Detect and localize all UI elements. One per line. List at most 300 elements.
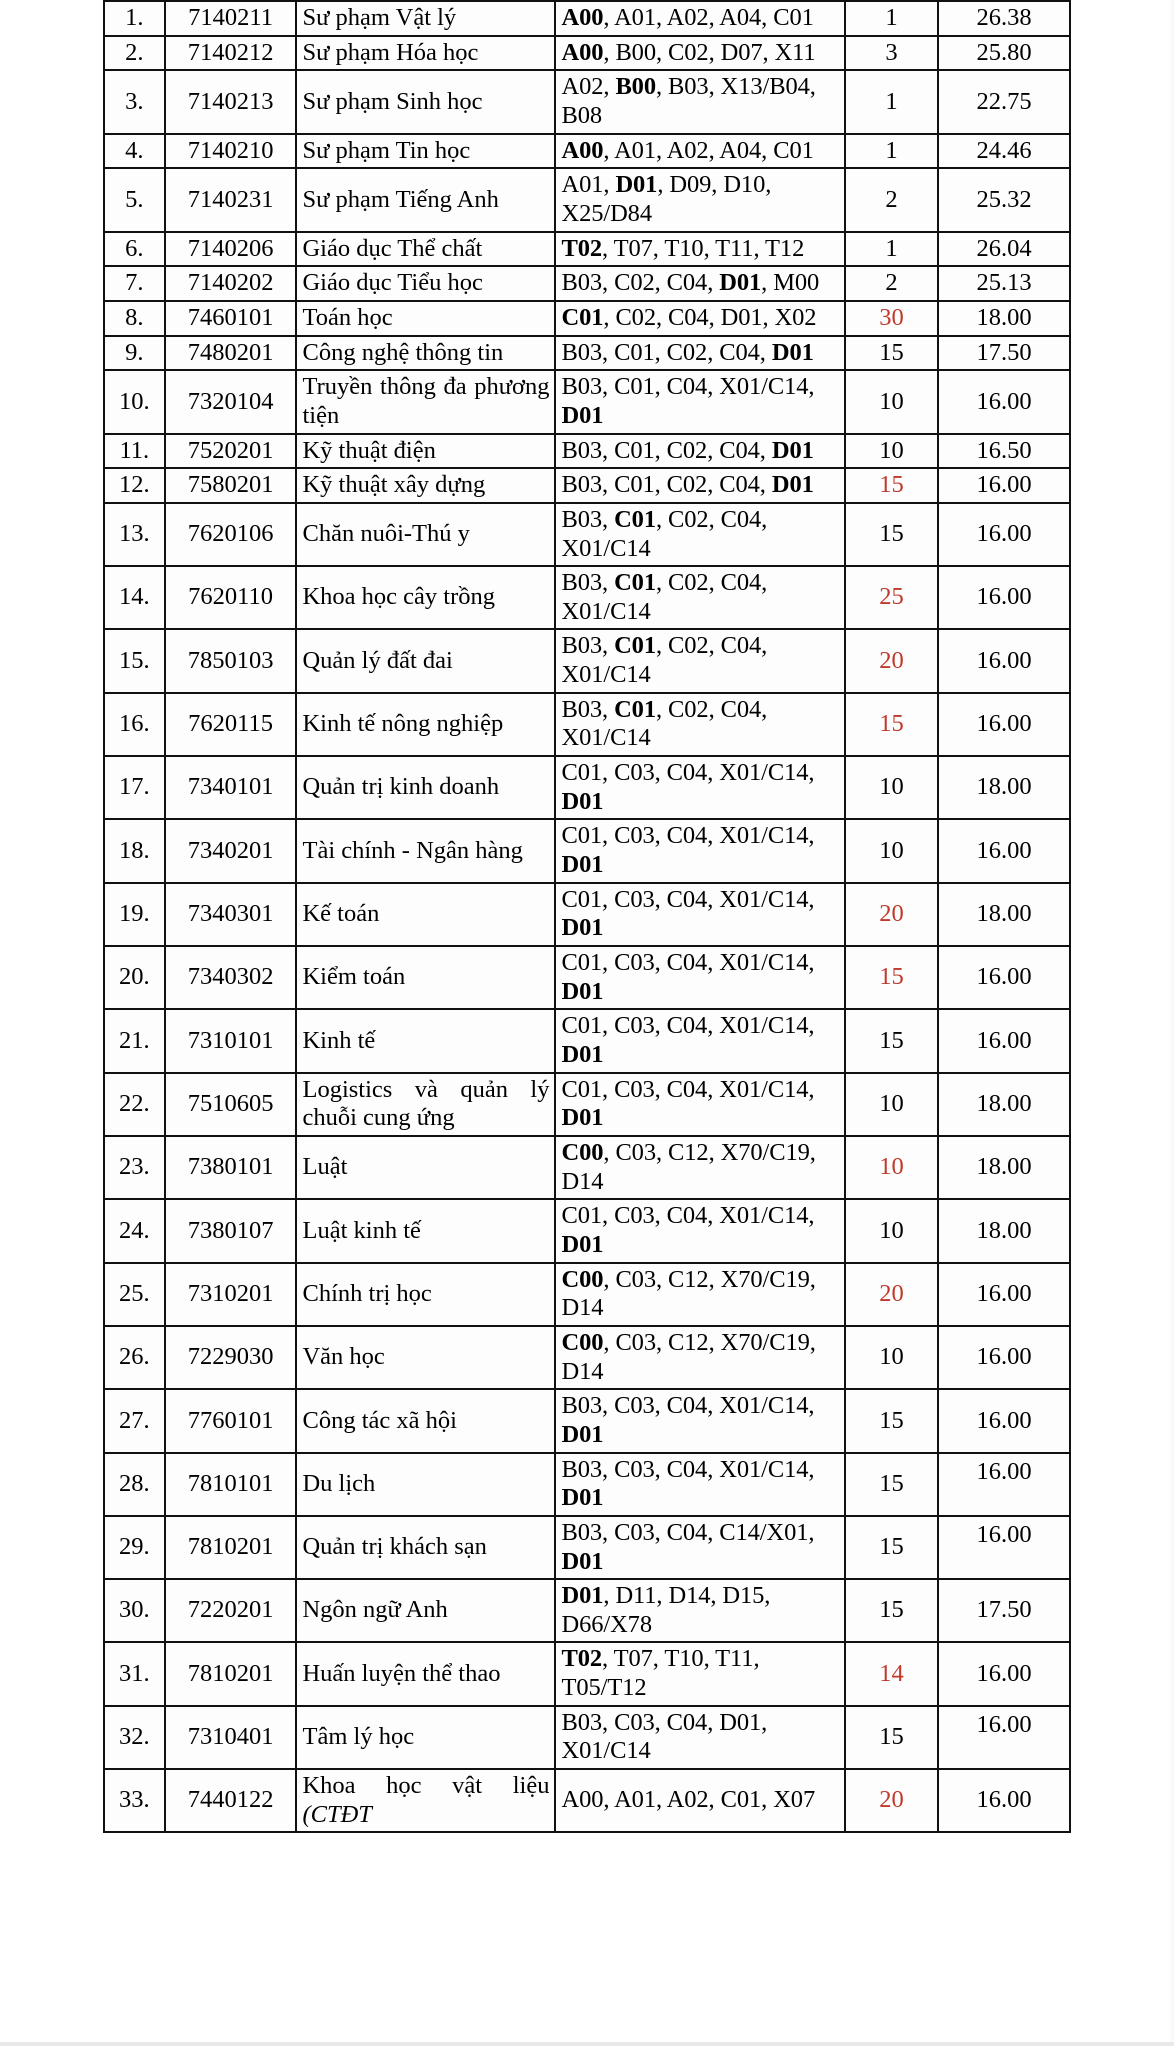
subject-combination: [555, 756, 844, 819]
quota-value: 15: [845, 468, 938, 503]
major-name: Kỹ thuật xây dựng: [296, 468, 555, 503]
combination-alt: , C03, C12, X70/C19, D14: [561, 1328, 816, 1385]
benchmark-score: 16.00: [938, 1516, 1070, 1579]
subject-combination: [555, 883, 844, 946]
quota-value: 20: [845, 883, 938, 946]
quota-value: 1: [845, 232, 938, 267]
table-row: [104, 1706, 1070, 1769]
subject-combination: [555, 1642, 844, 1705]
table-row: [104, 693, 1070, 756]
page-right-edge: [1168, 0, 1174, 2046]
benchmark-score: 26.38: [938, 1, 1070, 36]
row-index: 28.: [104, 1453, 165, 1516]
major-code: 7520201: [165, 434, 297, 469]
major-code: 7310101: [165, 1009, 297, 1072]
quota-value: 1: [845, 1, 938, 36]
combination-alt: , C02, C04, X01/C14: [561, 695, 768, 752]
quota-value: 20: [845, 629, 938, 692]
row-index: 6.: [104, 232, 165, 267]
combination-alt: B03, C03, C04, D01, X01/C14: [561, 1708, 768, 1765]
benchmark-score: 16.00: [938, 1326, 1070, 1389]
major-name: Chính trị học: [296, 1263, 555, 1326]
quota-value: 1: [845, 134, 938, 169]
row-index: 26.: [104, 1326, 165, 1389]
table-row: [104, 1009, 1070, 1072]
major-name: Sư phạm Sinh học: [296, 70, 555, 133]
quota-value: 10: [845, 1326, 938, 1389]
combination-alt: C01, C03, C04, X01/C14,: [561, 1012, 815, 1040]
major-name: Sư phạm Hóa học: [296, 36, 555, 71]
subject-combination: [555, 1199, 844, 1262]
admissions-table-body: [104, 1, 1070, 1832]
benchmark-score: 16.00: [938, 1389, 1070, 1452]
major-code: 7340201: [165, 819, 297, 882]
major-code: 7850103: [165, 629, 297, 692]
table-row: [104, 1136, 1070, 1199]
major-code: 7810201: [165, 1516, 297, 1579]
benchmark-score: 18.00: [938, 883, 1070, 946]
combination-alt: B03,: [561, 695, 615, 723]
table-row: [104, 503, 1070, 566]
row-index: 30.: [104, 1579, 165, 1642]
combination-alt: , B03, X13/B04, B08: [561, 73, 816, 129]
major-name: Kinh tế nông nghiệp: [296, 693, 555, 756]
quota-value: 10: [845, 756, 938, 819]
quota-value: 14: [845, 1642, 938, 1705]
benchmark-score: 17.50: [938, 1579, 1070, 1642]
row-index: 32.: [104, 1706, 165, 1769]
row-index: 9.: [104, 336, 165, 371]
major-code: 7320104: [165, 370, 297, 433]
subject-combination: [555, 819, 844, 882]
quota-value: 15: [845, 1516, 938, 1579]
table-row: [104, 883, 1070, 946]
combination-primary: D01: [561, 401, 604, 429]
combination-primary: C01: [561, 303, 604, 331]
major-code: 7140210: [165, 134, 297, 169]
combination-primary: D01: [561, 1547, 604, 1575]
subject-combination: [555, 1769, 844, 1832]
row-index: 10.: [104, 370, 165, 433]
combination-primary: C01: [614, 569, 656, 597]
combination-primary: D01: [615, 171, 658, 199]
combination-primary: B00: [615, 73, 656, 101]
benchmark-score: 16.00: [938, 693, 1070, 756]
benchmark-score: 25.32: [938, 168, 1070, 231]
major-name: Logistics và quản lý chuỗi cung ứng: [296, 1073, 555, 1136]
subject-combination: [555, 336, 844, 371]
quota-value: 30: [845, 301, 938, 336]
combination-alt: C01, C03, C04, X01/C14,: [561, 1202, 815, 1230]
subject-combination: [555, 70, 844, 133]
subject-combination: [555, 693, 844, 756]
table-row: [104, 36, 1070, 71]
row-index: 31.: [104, 1642, 165, 1705]
major-code: 7620110: [165, 566, 297, 629]
benchmark-score: 16.00: [938, 468, 1070, 503]
row-index: 19.: [104, 883, 165, 946]
major-code: 7460101: [165, 301, 297, 336]
combination-alt: B03, C01, C02, C04,: [561, 338, 772, 366]
benchmark-score: 24.46: [938, 134, 1070, 169]
subject-combination: [555, 1579, 844, 1642]
table-row: [104, 434, 1070, 469]
subject-combination: [555, 503, 844, 566]
major-name: [296, 1769, 555, 1832]
row-index: 11.: [104, 434, 165, 469]
subject-combination: [555, 134, 844, 169]
benchmark-score: 16.00: [938, 503, 1070, 566]
major-code: 7229030: [165, 1326, 297, 1389]
benchmark-score: 18.00: [938, 301, 1070, 336]
combination-primary: D01: [719, 269, 762, 297]
major-name: Luật kinh tế: [296, 1199, 555, 1262]
major-code: 7380107: [165, 1199, 297, 1262]
table-row: [104, 232, 1070, 267]
major-code: 7480201: [165, 336, 297, 371]
row-index: 7.: [104, 266, 165, 301]
subject-combination: [555, 1706, 844, 1769]
table-row: [104, 1516, 1070, 1579]
combination-primary: A00: [561, 4, 604, 31]
combination-alt: C01, C03, C04, X01/C14,: [561, 822, 815, 850]
table-row: [104, 468, 1070, 503]
row-index: 2.: [104, 36, 165, 71]
benchmark-score: 16.00: [938, 1453, 1070, 1516]
table-row: [104, 1199, 1070, 1262]
major-code: 7310401: [165, 1706, 297, 1769]
major-code: 7580201: [165, 468, 297, 503]
subject-combination: [555, 370, 844, 433]
quota-value: 20: [845, 1263, 938, 1326]
combination-alt: B03, C01, C02, C04,: [561, 471, 772, 499]
quota-value: 15: [845, 1009, 938, 1072]
subject-combination: [555, 1073, 844, 1136]
major-code: 7440122: [165, 1769, 297, 1832]
combination-alt: , D11, D14, D15, D66/X78: [561, 1582, 771, 1638]
major-code: 7620106: [165, 503, 297, 566]
subject-combination: [555, 301, 844, 336]
combination-alt: B03, C01, C04, X01/C14,: [561, 373, 815, 401]
row-index: 1.: [104, 1, 165, 36]
quota-value: 15: [845, 1579, 938, 1642]
combination-alt: C01, C03, C04, X01/C14,: [561, 949, 815, 977]
benchmark-score: 16.00: [938, 1009, 1070, 1072]
combination-alt: C01, C03, C04, X01/C14,: [561, 759, 815, 787]
table-row: [104, 629, 1070, 692]
subject-combination: [555, 468, 844, 503]
quota-value: 1: [845, 70, 938, 133]
combination-primary: C00: [561, 1265, 604, 1293]
major-name: Khoa học cây trồng: [296, 566, 555, 629]
quota-value: 2: [845, 168, 938, 231]
major-code: 7380101: [165, 1136, 297, 1199]
quota-value: 10: [845, 370, 938, 433]
quota-value: 2: [845, 266, 938, 301]
major-name: Văn học: [296, 1326, 555, 1389]
major-name: Du lịch: [296, 1453, 555, 1516]
quota-value: 15: [845, 503, 938, 566]
combination-alt: B03,: [561, 505, 615, 533]
combination-primary: D01: [561, 1582, 604, 1610]
combination-alt: A02,: [561, 73, 616, 101]
admissions-table-wrapper: [103, 0, 1071, 1833]
quota-value: 25: [845, 566, 938, 629]
table-row: [104, 946, 1070, 1009]
row-index: 3.: [104, 70, 165, 133]
major-name: Tài chính - Ngân hàng: [296, 819, 555, 882]
benchmark-score: 16.50: [938, 434, 1070, 469]
row-index: 16.: [104, 693, 165, 756]
subject-combination: [555, 36, 844, 71]
combination-primary: A00: [561, 136, 604, 164]
major-code: 7140213: [165, 70, 297, 133]
combination-alt: , A01, A02, A04, C01: [603, 4, 814, 31]
benchmark-score: 17.50: [938, 336, 1070, 371]
row-index: 29.: [104, 1516, 165, 1579]
major-name: Kế toán: [296, 883, 555, 946]
major-name-note: (CTĐT: [302, 1800, 372, 1828]
combination-alt: , C03, C12, X70/C19, D14: [561, 1265, 816, 1322]
combination-alt: B03,: [561, 569, 615, 597]
benchmark-score: 16.00: [938, 566, 1070, 629]
combination-alt: , C03, C12, X70/C19, D14: [561, 1138, 816, 1195]
quota-value: 3: [845, 36, 938, 71]
table-row: [104, 1453, 1070, 1516]
table-row: [104, 266, 1070, 301]
combination-alt: A00, A01, A02, C01, X07: [561, 1786, 816, 1814]
table-row: [104, 1, 1070, 36]
benchmark-score: 16.00: [938, 1769, 1070, 1832]
combination-alt: , T07, T10, T11, T12: [602, 234, 805, 262]
combination-alt: B03, C03, C04, C14/X01,: [561, 1518, 815, 1546]
admissions-table: [103, 0, 1071, 1833]
row-index: 20.: [104, 946, 165, 1009]
major-name: Toán học: [296, 301, 555, 336]
table-row: [104, 1389, 1070, 1452]
major-code: 7620115: [165, 693, 297, 756]
combination-alt: B03, C03, C04, X01/C14,: [561, 1392, 815, 1420]
table-row: [104, 819, 1070, 882]
benchmark-score: 25.13: [938, 266, 1070, 301]
subject-combination: [555, 1326, 844, 1389]
major-name: Quản lý đất đai: [296, 629, 555, 692]
combination-alt: , C02, C04, X01/C14: [561, 505, 768, 562]
combination-primary: D01: [561, 1230, 604, 1258]
row-index: 23.: [104, 1136, 165, 1199]
quota-value: 15: [845, 1706, 938, 1769]
subject-combination: [555, 434, 844, 469]
major-code: 7220201: [165, 1579, 297, 1642]
row-index: 15.: [104, 629, 165, 692]
row-index: 14.: [104, 566, 165, 629]
major-code: 7340301: [165, 883, 297, 946]
major-name: Công nghệ thông tin: [296, 336, 555, 371]
row-index: 12.: [104, 468, 165, 503]
combination-alt: B03, C02, C04,: [561, 269, 720, 297]
combination-alt: , T07, T10, T11, T05/T12: [561, 1645, 760, 1702]
combination-primary: C01: [614, 505, 656, 533]
major-code: 7760101: [165, 1389, 297, 1452]
benchmark-score: 18.00: [938, 1073, 1070, 1136]
major-name: Giáo dục Tiểu học: [296, 266, 555, 301]
table-row: [104, 1326, 1070, 1389]
table-row: [104, 134, 1070, 169]
combination-alt: , B00, C02, D07, X11: [603, 38, 816, 66]
quota-value: 15: [845, 1389, 938, 1452]
table-row: [104, 336, 1070, 371]
quota-value: 10: [845, 1199, 938, 1262]
combination-alt: B03, C01, C02, C04,: [561, 436, 772, 464]
combination-primary: D01: [561, 914, 604, 942]
benchmark-score: 16.00: [938, 1263, 1070, 1326]
row-index: 21.: [104, 1009, 165, 1072]
combination-alt: A01,: [561, 171, 616, 199]
benchmark-score: 16.00: [938, 1706, 1070, 1769]
combination-primary: T02: [561, 1645, 603, 1673]
major-name: Truyền thông đa phương tiện: [296, 370, 555, 433]
row-index: 25.: [104, 1263, 165, 1326]
quota-value: 10: [845, 1136, 938, 1199]
quota-value: 15: [845, 693, 938, 756]
row-index: 4.: [104, 134, 165, 169]
table-row: [104, 1579, 1070, 1642]
combination-alt: C01, C03, C04, X01/C14,: [561, 1075, 815, 1103]
subject-combination: [555, 1263, 844, 1326]
combination-primary: D01: [561, 1420, 604, 1448]
subject-combination: [555, 1389, 844, 1452]
quota-value: 10: [845, 819, 938, 882]
subject-combination: [555, 1453, 844, 1516]
combination-primary: D01: [561, 787, 604, 815]
combination-primary: T02: [561, 234, 603, 262]
benchmark-score: 16.00: [938, 629, 1070, 692]
combination-primary: C01: [614, 695, 656, 723]
major-name: Kiểm toán: [296, 946, 555, 1009]
major-name: Kinh tế: [296, 1009, 555, 1072]
quota-value: 15: [845, 946, 938, 1009]
combination-alt: , C02, C04, X01/C14: [561, 632, 768, 689]
subject-combination: [555, 168, 844, 231]
combination-alt: B03,: [561, 632, 615, 660]
table-row: [104, 168, 1070, 231]
major-name: Quản trị khách sạn: [296, 1516, 555, 1579]
major-code: 7140206: [165, 232, 297, 267]
subject-combination: [555, 1136, 844, 1199]
major-name: Chăn nuôi-Thú y: [296, 503, 555, 566]
quota-value: 10: [845, 1073, 938, 1136]
combination-alt: B03, C03, C04, X01/C14,: [561, 1455, 815, 1483]
major-name: Luật: [296, 1136, 555, 1199]
combination-primary: D01: [561, 851, 604, 879]
table-row: [104, 70, 1070, 133]
row-index: 22.: [104, 1073, 165, 1136]
major-code: 7510605: [165, 1073, 297, 1136]
table-row: [104, 1073, 1070, 1136]
combination-alt: , C02, C04, X01/C14: [561, 569, 768, 625]
major-name-text: Khoa học vật liệu: [302, 1772, 550, 1800]
combination-primary: D01: [561, 1041, 604, 1068]
row-index: 8.: [104, 301, 165, 336]
major-code: 7340302: [165, 946, 297, 1009]
major-name: Sư phạm Vật lý: [296, 1, 555, 36]
quota-value: 10: [845, 434, 938, 469]
combination-alt: , M00: [761, 269, 820, 297]
benchmark-score: 16.00: [938, 946, 1070, 1009]
subject-combination: [555, 266, 844, 301]
major-code: 7140212: [165, 36, 297, 71]
major-name: Ngôn ngữ Anh: [296, 1579, 555, 1642]
benchmark-score: 18.00: [938, 1136, 1070, 1199]
combination-alt: , C02, C04, D01, X02: [603, 303, 817, 331]
table-row: [104, 1642, 1070, 1705]
combination-primary: C00: [561, 1328, 604, 1356]
major-name: Sư phạm Tiếng Anh: [296, 168, 555, 231]
combination-primary: D01: [561, 1104, 604, 1132]
major-code: 7340101: [165, 756, 297, 819]
subject-combination: [555, 232, 844, 267]
major-code: 7310201: [165, 1263, 297, 1326]
combination-primary: D01: [561, 977, 604, 1005]
quota-value: 15: [845, 1453, 938, 1516]
major-code: 7810101: [165, 1453, 297, 1516]
major-name: Giáo dục Thể chất: [296, 232, 555, 267]
major-code: 7140202: [165, 266, 297, 301]
table-row: [104, 370, 1070, 433]
row-index: 17.: [104, 756, 165, 819]
benchmark-score: 26.04: [938, 232, 1070, 267]
major-name: Huấn luyện thể thao: [296, 1642, 555, 1705]
subject-combination: [555, 1009, 844, 1072]
benchmark-score: 18.00: [938, 756, 1070, 819]
subject-combination: [555, 566, 844, 629]
row-index: 27.: [104, 1389, 165, 1452]
row-index: 13.: [104, 503, 165, 566]
benchmark-score: 25.80: [938, 36, 1070, 71]
row-index: 5.: [104, 168, 165, 231]
combination-primary: C01: [614, 632, 656, 660]
benchmark-score: 16.00: [938, 819, 1070, 882]
major-code: 7140231: [165, 168, 297, 231]
major-code: 7140211: [165, 1, 297, 36]
row-index: 18.: [104, 819, 165, 882]
benchmark-score: 16.00: [938, 370, 1070, 433]
benchmark-score: 22.75: [938, 70, 1070, 133]
major-name: Quản trị kinh doanh: [296, 756, 555, 819]
combination-alt: , D09, D10, X25/D84: [561, 171, 772, 227]
combination-primary: D01: [771, 471, 814, 499]
combination-primary: D01: [771, 338, 814, 366]
table-row: [104, 756, 1070, 819]
table-row: [104, 1769, 1070, 1832]
page-bottom-edge: [0, 2042, 1174, 2046]
subject-combination: [555, 629, 844, 692]
combination-primary: D01: [561, 1484, 604, 1512]
quota-value: 20: [845, 1769, 938, 1832]
benchmark-score: 18.00: [938, 1199, 1070, 1262]
table-row: [104, 566, 1070, 629]
benchmark-score: 16.00: [938, 1642, 1070, 1705]
quota-value: 15: [845, 336, 938, 371]
subject-combination: [555, 1516, 844, 1579]
row-index: 24.: [104, 1199, 165, 1262]
subject-combination: [555, 946, 844, 1009]
major-code: 7810201: [165, 1642, 297, 1705]
major-name: Kỹ thuật điện: [296, 434, 555, 469]
combination-primary: C00: [561, 1138, 604, 1166]
combination-alt: , A01, A02, A04, C01: [603, 136, 814, 164]
subject-combination: [555, 1, 844, 36]
